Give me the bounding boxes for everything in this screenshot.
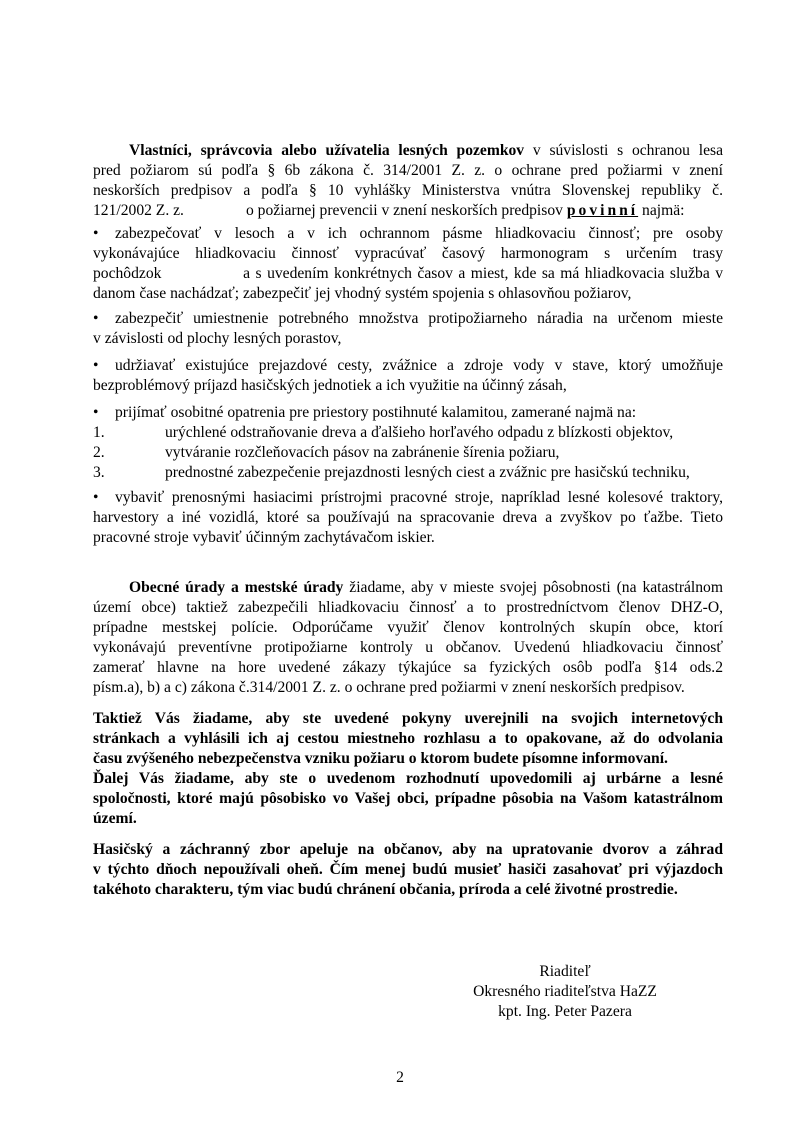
bullet-5-line-3: pracovné stroje vybaviť účinným zachytávačom iskier. bbox=[93, 529, 435, 546]
appeal-line-1: Hasičský a záchranný zbor apeluje na občanov, aby na upratovanie dvorov a záhrad bbox=[93, 841, 723, 858]
bullet-icon: • bbox=[93, 225, 99, 242]
offices-line-5: zamerať hlavne na hore uvedené zákazy týkajúce sa fyzických osôb podľa §14 ods.2 bbox=[93, 659, 723, 676]
request-line-1: Taktiež Vás žiadame, aby ste uvedené pokyny uverejnili na svojich internetových bbox=[93, 710, 723, 727]
signature-org: Okresného riaditeľstva HaZZ bbox=[473, 983, 657, 1000]
intro-line-2: pred požiarom sú podľa § 6b zákona č. 314/2001 Z. z. o ochrane pred požiarmi v znení bbox=[93, 162, 723, 179]
request-paragraph bbox=[93, 709, 723, 829]
page-number: 2 bbox=[396, 1069, 404, 1086]
intro-line-1 bbox=[93, 141, 723, 161]
bullet-3-line-1: • udržiavať existujúce prejazdové cesty, zvážnice a zdroje vody v stave, ktorý umožňuje bbox=[93, 357, 723, 374]
request-line-5: spoločnosti, ktoré majú pôsobisko vo Vašej obci, prípadne pôsobia na Vašom katastrálnom bbox=[93, 790, 723, 807]
request-line-6: území. bbox=[93, 810, 137, 827]
intro-line-4 bbox=[93, 201, 723, 221]
intro-line-4-pre: 121/2002 Z. z. bbox=[93, 202, 184, 219]
intro-line-3: neskorších predpisov a podľa § 10 vyhlášky Ministerstva vnútra Slovenskej republiky č. bbox=[93, 182, 723, 199]
offices-heading: Obecné úrady a mestské úrady bbox=[129, 579, 344, 596]
offices-line-4: vykonávajú preventívne protipožiarne kontroly u občanov. Uvedenú hliadkovaciu činnosť bbox=[93, 639, 723, 656]
appeal-line-3: takéhoto charakteru, tým viac budú chránení občania, príroda a celé životné prostredie. bbox=[93, 881, 678, 898]
numbered-item-1-text: urýchlené odstraňovanie dreva a ďalšieho horľavého odpadu z blízkosti objektov, bbox=[165, 424, 674, 441]
bullet-icon: • bbox=[93, 404, 99, 421]
intro-paragraph bbox=[93, 141, 723, 221]
numbered-item-3-number: 3. bbox=[93, 464, 105, 481]
offices-line-1: Obecné úrady a mestské úrady žiadame, aby v mieste svojej pôsobnosti (na katastrálnom bbox=[129, 579, 723, 596]
numbered-item-3 bbox=[93, 463, 723, 483]
bullet-4-line-1: • prijímať osobitné opatrenia pre priestory postihnuté kalamitou, zamerané najmä na: bbox=[93, 404, 637, 421]
bullet-1-line-4: danom čase nachádzať; zabezpečiť jej vhodný systém spojenia s ohlasovňou požiarov, bbox=[93, 285, 632, 302]
signature-block bbox=[430, 962, 700, 1022]
appeal-paragraph bbox=[93, 840, 723, 900]
bullet-2-line-2: v závislosti od plochy lesných porastov, bbox=[93, 330, 342, 347]
bullet-icon: • bbox=[93, 489, 99, 506]
bullet-item-tools bbox=[93, 309, 723, 349]
intro-line-4-mid: o požiarnej prevencii v znení neskorších predpisov bbox=[245, 202, 563, 219]
numbered-item-2-text: vytváranie rozčleňovacích pásov na zabránenie šírenia požiaru, bbox=[165, 444, 560, 461]
offices-line-2: území obce) taktiež zabezpečili hliadkovaciu činnosť a to prostredníctvom členov DHZ-O, bbox=[93, 599, 723, 616]
numbered-item-3-text: prednostné zabezpečenie prejazdnosti lesných ciest a zvážnic pre hasičskú techniku, bbox=[165, 464, 690, 481]
bullet-icon: • bbox=[93, 357, 99, 374]
numbered-item-1 bbox=[93, 423, 723, 443]
bullet-1-line-2: vykonávajúce hliadkovaciu činnosť vypracúvať časový harmonogram s určením trasy bbox=[93, 245, 723, 262]
numbered-item-1-number: 1. bbox=[93, 424, 105, 441]
bullet-5-line-2: harvestory a iné vozidlá, ktoré sa používajú na spracovanie dreva a zvyškov po ťažbe. Tieto bbox=[93, 509, 723, 526]
offices-line-6: písm.a), b) a c) zákona č.314/2001 Z. z. o ochrane pred požiarmi v znení neskorších predpisov. bbox=[93, 679, 685, 696]
request-line-4: Ďalej Vás žiadame, aby ste o uvedenom rozhodnutí upovedomili aj urbárne a lesné bbox=[93, 770, 723, 787]
bullet-2-line-1: • zabezpečiť umiestnenie potrebného množstva protipožiarneho náradia na určenom mieste bbox=[93, 310, 723, 327]
bullet-item-machines bbox=[93, 488, 723, 548]
bullet-item-patrol bbox=[93, 224, 723, 304]
bullet-item-roads bbox=[93, 356, 723, 396]
bullet-icon: • bbox=[93, 310, 99, 327]
signature-title: Riaditeľ bbox=[539, 963, 591, 980]
mandatory-emphasis: povinní bbox=[566, 202, 639, 219]
bullet-1-line-3: pochôdzok a s uvedením konkrétnych časov a miest, kde sa má hliadkovacia služba v bbox=[93, 265, 723, 282]
appeal-line-2: v týchto dňoch nepoužívali oheň. Čím menej budú musieť hasiči zasahovať pri výjazdoch bbox=[93, 861, 723, 878]
request-line-3: času zvýšeného nebezpečenstva vzniku požiaru o ktorom budete písomne informovaní. bbox=[93, 750, 668, 767]
signature-name: kpt. Ing. Peter Pazera bbox=[498, 1003, 632, 1020]
request-line-2: stránkach a vyhlásili ich aj cestou miestneho rozhlasu a to opakovane, až do odvolania bbox=[93, 730, 723, 747]
bullet-3-line-2: bezproblémový príjazd hasičských jednotiek a ich využitie na účinný zásah, bbox=[93, 377, 567, 394]
bullet-item-calamity bbox=[93, 403, 723, 483]
intro-line-1-text: v súvislosti s ochranou lesa bbox=[524, 142, 723, 159]
bullet-1-line-1: • zabezpečovať v lesoch a v ich ochrannom pásme hliadkovaciu činnosť; pre osoby bbox=[93, 225, 723, 242]
intro-line-4-post: najmä: bbox=[642, 202, 685, 219]
bullet-5-line-1: • vybaviť prenosnými hasiacimi prístrojmi pracovné stroje, napríklad lesné kolesové traktory, bbox=[93, 489, 723, 506]
offices-line-3: prípadne mestskej polície. Odporúčame využiť členov kontrolných skupín obce, ktorí bbox=[93, 619, 723, 636]
numbered-item-2-number: 2. bbox=[93, 444, 105, 461]
offices-paragraph bbox=[93, 578, 723, 698]
numbered-item-2 bbox=[93, 443, 723, 463]
owners-heading: Vlastníci, správcovia alebo užívatelia lesných pozemkov bbox=[129, 142, 525, 159]
